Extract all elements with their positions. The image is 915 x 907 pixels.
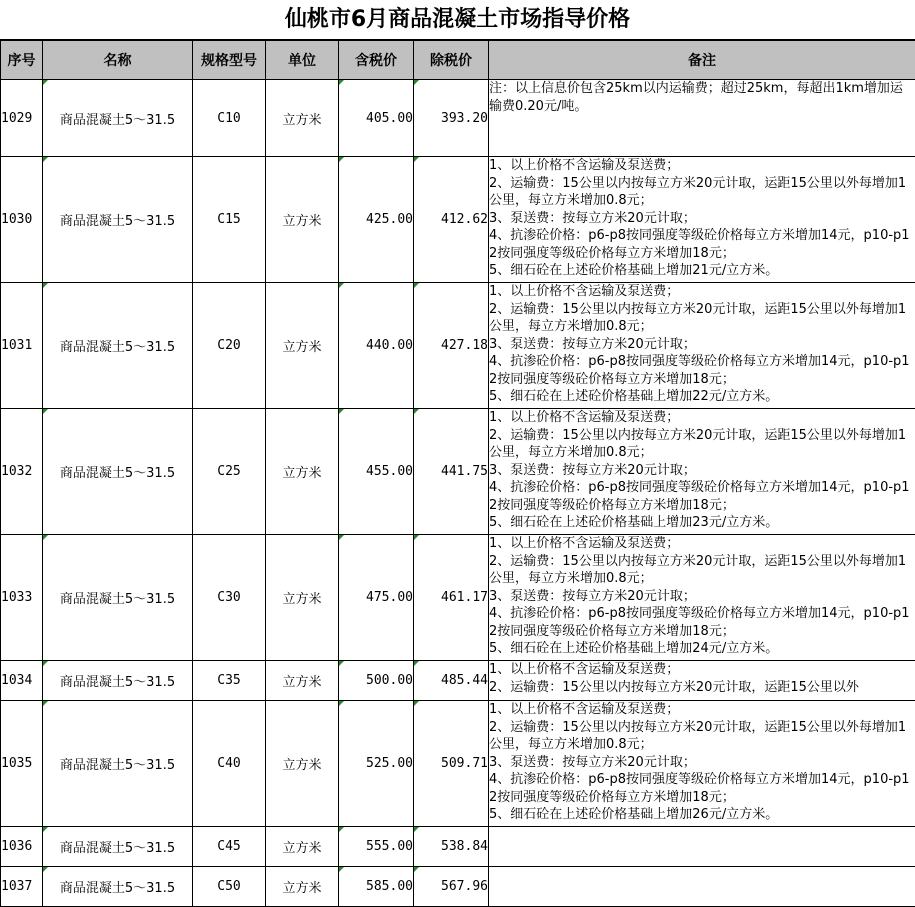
cell-spec[interactable] xyxy=(193,535,266,661)
cell-comment-marker xyxy=(43,701,48,706)
cell-name[interactable] xyxy=(43,701,193,827)
cell-unit[interactable] xyxy=(266,827,339,867)
cell-name[interactable] xyxy=(43,157,193,283)
cell-name[interactable] xyxy=(43,827,193,867)
cell-comment-marker xyxy=(414,827,419,832)
cell-name-text: 商品混凝土5～31.5 xyxy=(60,214,175,229)
cell-price-tax-text: 525.00 xyxy=(366,756,413,771)
note-line: 3、泵送费：按每立方米20元计取； xyxy=(489,462,915,480)
cell-price-tax[interactable] xyxy=(339,827,414,867)
cell-name[interactable] xyxy=(43,409,193,535)
note-line: 4、抗渗砼价格：p6-p8按同强度等级砼价格每立方米增加14元，p10-p12按同强度等级砼价格每立方米增加18元； xyxy=(489,771,915,806)
note-line: 2、运输费：15公里以内按每立方米20元计取，运距15公里以外每增加1公里，每立方米增加0.8元； xyxy=(489,719,915,754)
cell-price-tax[interactable] xyxy=(339,283,414,409)
cell-comment-marker xyxy=(43,157,48,162)
cell-comment-marker xyxy=(43,409,48,414)
cell-name-text: 商品混凝土5～31.5 xyxy=(60,466,175,481)
col-header-spec[interactable]: 规格型号 xyxy=(193,41,266,80)
note-line: 5、细石砼在上述砼价格基础上增加26元/立方米。 xyxy=(489,806,915,824)
cell-comment-marker xyxy=(414,867,419,872)
cell-spec[interactable] xyxy=(193,827,266,867)
cell-comment-marker xyxy=(339,701,344,706)
note-line: 2、运输费：15公里以内按每立方米20元计取，运距15公里以外每增加1公里，每立方米增加0.8元； xyxy=(489,175,915,210)
table-row xyxy=(1,535,915,661)
cell-comment-marker xyxy=(43,535,48,540)
cell-unit-text: 立方米 xyxy=(282,592,321,607)
note-lines xyxy=(489,80,915,115)
cell-spec[interactable] xyxy=(193,80,266,157)
table-row xyxy=(1,409,915,535)
cell-comment-marker xyxy=(414,661,419,666)
cell-comment-marker xyxy=(339,867,344,872)
cell-name-text: 商品混凝土5～31.5 xyxy=(60,113,175,128)
cell-unit[interactable] xyxy=(266,701,339,827)
price-table xyxy=(0,40,915,907)
cell-seq[interactable] xyxy=(1,867,43,907)
table-row xyxy=(1,867,915,907)
cell-seq[interactable] xyxy=(1,827,43,867)
cell-seq[interactable] xyxy=(1,283,43,409)
cell-comment-marker xyxy=(339,409,344,414)
note-lines xyxy=(489,409,915,532)
cell-name[interactable] xyxy=(43,661,193,701)
cell-unit[interactable] xyxy=(266,867,339,907)
cell-price-tax-text: 455.00 xyxy=(366,464,413,479)
cell-price-notax-text: 538.84 xyxy=(441,839,488,854)
cell-note[interactable] xyxy=(489,701,915,827)
sheet-title: 仙桃市6月商品混凝土市场指导价格 xyxy=(0,0,915,40)
cell-name[interactable] xyxy=(43,80,193,157)
cell-spec[interactable] xyxy=(193,701,266,827)
cell-note[interactable] xyxy=(489,827,915,867)
cell-price-tax-text: 475.00 xyxy=(366,590,413,605)
col-header-price-notax[interactable]: 除税价 xyxy=(414,41,489,80)
cell-comment-marker xyxy=(414,157,419,162)
cell-price-tax[interactable] xyxy=(339,409,414,535)
cell-comment-marker xyxy=(339,283,344,288)
cell-price-tax[interactable] xyxy=(339,535,414,661)
table-row xyxy=(1,827,915,867)
cell-seq-text: 1035 xyxy=(1,756,32,771)
col-header-unit[interactable]: 单位 xyxy=(266,41,339,80)
cell-note[interactable] xyxy=(489,409,915,535)
cell-note[interactable] xyxy=(489,80,915,157)
note-line: 3、泵送费：按每立方米20元计取； xyxy=(489,336,915,354)
cell-name-text: 商品混凝土5～31.5 xyxy=(60,340,175,355)
cell-unit-text: 立方米 xyxy=(282,675,321,690)
cell-price-notax[interactable] xyxy=(414,827,489,867)
note-line: 2、运输费：15公里以内按每立方米20元计取，运距15公里以外 xyxy=(489,679,915,697)
note-line: 1、以上价格不含运输及泵送费； xyxy=(489,283,915,301)
cell-name[interactable] xyxy=(43,867,193,907)
note-line: 2、运输费：15公里以内按每立方米20元计取，运距15公里以外每增加1公里，每立方米增加0.8元； xyxy=(489,301,915,336)
cell-unit-text: 立方米 xyxy=(282,113,321,128)
col-header-note[interactable]: 备注 xyxy=(489,41,915,80)
note-line: 5、细石砼在上述砼价格基础上增加23元/立方米。 xyxy=(489,514,915,532)
cell-spec[interactable] xyxy=(193,867,266,907)
cell-comment-marker xyxy=(414,701,419,706)
cell-spec[interactable] xyxy=(193,283,266,409)
cell-unit-text: 立方米 xyxy=(282,214,321,229)
cell-name-text: 商品混凝土5～31.5 xyxy=(60,881,175,896)
cell-comment-marker xyxy=(339,535,344,540)
col-header-seq[interactable]: 序号 xyxy=(1,41,43,80)
cell-seq[interactable] xyxy=(1,535,43,661)
cell-price-notax-text: 412.62 xyxy=(441,212,488,227)
cell-spec[interactable] xyxy=(193,157,266,283)
cell-unit[interactable] xyxy=(266,157,339,283)
note-lines xyxy=(489,661,915,696)
cell-price-tax[interactable] xyxy=(339,157,414,283)
table-body xyxy=(1,80,915,907)
cell-price-tax-text: 555.00 xyxy=(366,839,413,854)
note-lines xyxy=(489,283,915,406)
note-line: 2、运输费：15公里以内按每立方米20元计取，运距15公里以外每增加1公里，每立方米增加0.8元； xyxy=(489,553,915,588)
cell-comment-marker xyxy=(414,409,419,414)
cell-spec-text: C35 xyxy=(217,673,240,688)
cell-seq[interactable] xyxy=(1,701,43,827)
cell-spec-text: C45 xyxy=(217,839,240,854)
cell-price-notax-text: 485.44 xyxy=(441,673,488,688)
cell-price-notax[interactable] xyxy=(414,535,489,661)
cell-comment-marker xyxy=(339,80,344,85)
note-line: 5、细石砼在上述砼价格基础上增加24元/立方米。 xyxy=(489,640,915,658)
cell-price-tax-text: 425.00 xyxy=(366,212,413,227)
note-line: 3、泵送费：按每立方米20元计取； xyxy=(489,588,915,606)
cell-note[interactable] xyxy=(489,283,915,409)
col-header-name[interactable]: 名称 xyxy=(43,41,193,80)
cell-name-text: 商品混凝土5～31.5 xyxy=(60,592,175,607)
cell-comment-marker xyxy=(43,867,48,872)
note-line: 4、抗渗砼价格：p6-p8按同强度等级砼价格每立方米增加14元，p10-p12按同强度等级砼价格每立方米增加18元； xyxy=(489,353,915,388)
table-row xyxy=(1,283,915,409)
cell-price-tax[interactable] xyxy=(339,867,414,907)
cell-unit[interactable] xyxy=(266,535,339,661)
cell-spec-text: C15 xyxy=(217,212,240,227)
cell-price-notax[interactable] xyxy=(414,409,489,535)
cell-unit[interactable] xyxy=(266,283,339,409)
cell-price-notax[interactable] xyxy=(414,80,489,157)
table-row xyxy=(1,701,915,827)
col-header-price-tax[interactable]: 含税价 xyxy=(339,41,414,80)
note-lines xyxy=(489,701,915,824)
cell-seq-text: 1031 xyxy=(1,338,32,353)
cell-name-text: 商品混凝土5～31.5 xyxy=(60,841,175,856)
cell-comment-marker xyxy=(414,535,419,540)
cell-name-text: 商品混凝土5～31.5 xyxy=(60,758,175,773)
note-line: 5、细石砼在上述砼价格基础上增加22元/立方米。 xyxy=(489,388,915,406)
cell-unit-text: 立方米 xyxy=(282,340,321,355)
cell-unit[interactable] xyxy=(266,409,339,535)
cell-name-text: 商品混凝土5～31.5 xyxy=(60,675,175,690)
header-row xyxy=(1,41,915,80)
cell-name[interactable] xyxy=(43,283,193,409)
note-line: 4、抗渗砼价格：p6-p8按同强度等级砼价格每立方米增加14元，p10-p12按同强度等级砼价格每立方米增加18元； xyxy=(489,605,915,640)
table-row xyxy=(1,80,915,157)
cell-spec-text: C25 xyxy=(217,464,240,479)
cell-seq-text: 1032 xyxy=(1,464,32,479)
cell-comment-marker xyxy=(339,661,344,666)
cell-comment-marker xyxy=(339,157,344,162)
note-lines xyxy=(489,157,915,280)
cell-spec[interactable] xyxy=(193,661,266,701)
cell-seq-text: 1029 xyxy=(1,111,32,126)
cell-seq-text: 1033 xyxy=(1,590,32,605)
cell-price-notax-text: 567.96 xyxy=(441,879,488,894)
cell-price-notax-text: 509.71 xyxy=(441,756,488,771)
cell-seq-text: 1034 xyxy=(1,673,32,688)
note-lines xyxy=(489,535,915,658)
cell-unit-text: 立方米 xyxy=(282,466,321,481)
cell-unit-text: 立方米 xyxy=(282,881,321,896)
cell-price-tax-text: 405.00 xyxy=(366,111,413,126)
cell-comment-marker xyxy=(339,827,344,832)
cell-seq-text: 1037 xyxy=(1,879,32,894)
cell-comment-marker xyxy=(414,80,419,85)
cell-comment-marker xyxy=(43,283,48,288)
note-line: 2、运输费：15公里以内按每立方米20元计取，运距15公里以外每增加1公里，每立方米增加0.8元； xyxy=(489,427,915,462)
cell-spec-text: C40 xyxy=(217,756,240,771)
cell-unit[interactable] xyxy=(266,661,339,701)
note-line: 4、抗渗砼价格：p6-p8按同强度等级砼价格每立方米增加14元，p10-p12按同强度等级砼价格每立方米增加18元； xyxy=(489,479,915,514)
cell-seq-text: 1030 xyxy=(1,212,32,227)
note-line: 4、抗渗砼价格：p6-p8按同强度等级砼价格每立方米增加14元，p10-p12按同强度等级砼价格每立方米增加18元； xyxy=(489,227,915,262)
cell-note[interactable] xyxy=(489,867,915,907)
cell-comment-marker xyxy=(43,661,48,666)
cell-seq[interactable] xyxy=(1,409,43,535)
cell-price-notax[interactable] xyxy=(414,867,489,907)
table-row xyxy=(1,661,915,701)
cell-price-notax[interactable] xyxy=(414,661,489,701)
note-line: 1、以上价格不含运输及泵送费； xyxy=(489,157,915,175)
note-line: 1、以上价格不含运输及泵送费； xyxy=(489,409,915,427)
cell-price-notax-text: 393.20 xyxy=(441,111,488,126)
cell-name[interactable] xyxy=(43,535,193,661)
cell-seq-text: 1036 xyxy=(1,839,32,854)
note-line: 注：以上信息价包含25km以内运输费；超过25km，每超出1km增加运输费0.20元/吨。 xyxy=(489,80,915,115)
cell-spec-text: C50 xyxy=(217,879,240,894)
cell-spec-text: C20 xyxy=(217,338,240,353)
note-line: 3、泵送费：按每立方米20元计取； xyxy=(489,210,915,228)
cell-price-notax-text: 427.18 xyxy=(441,338,488,353)
note-line: 5、细石砼在上述砼价格基础上增加21元/立方米。 xyxy=(489,262,915,280)
cell-price-notax[interactable] xyxy=(414,701,489,827)
note-line: 3、泵送费：按每立方米20元计取； xyxy=(489,754,915,772)
cell-price-tax[interactable] xyxy=(339,80,414,157)
cell-price-tax-text: 440.00 xyxy=(366,338,413,353)
cell-seq[interactable] xyxy=(1,661,43,701)
cell-price-notax[interactable] xyxy=(414,157,489,283)
cell-note[interactable] xyxy=(489,157,915,283)
cell-price-tax[interactable] xyxy=(339,701,414,827)
cell-price-tax-text: 585.00 xyxy=(366,879,413,894)
cell-comment-marker xyxy=(43,80,48,85)
note-line: 1、以上价格不含运输及泵送费； xyxy=(489,535,915,553)
cell-price-notax[interactable] xyxy=(414,283,489,409)
note-line: 1、以上价格不含运输及泵送费； xyxy=(489,701,915,719)
cell-note[interactable] xyxy=(489,661,915,701)
cell-note[interactable] xyxy=(489,535,915,661)
cell-price-tax-text: 500.00 xyxy=(366,673,413,688)
cell-seq[interactable] xyxy=(1,80,43,157)
cell-unit-text: 立方米 xyxy=(282,841,321,856)
cell-spec-text: C30 xyxy=(217,590,240,605)
cell-price-notax-text: 461.17 xyxy=(441,590,488,605)
cell-seq[interactable] xyxy=(1,157,43,283)
cell-comment-marker xyxy=(43,827,48,832)
cell-unit-text: 立方米 xyxy=(282,758,321,773)
cell-spec-text: C10 xyxy=(217,111,240,126)
note-line: 1、以上价格不含运输及泵送费； xyxy=(489,661,915,679)
cell-spec[interactable] xyxy=(193,409,266,535)
cell-price-notax-text: 441.75 xyxy=(441,464,488,479)
table-row xyxy=(1,157,915,283)
cell-price-tax[interactable] xyxy=(339,661,414,701)
cell-comment-marker xyxy=(414,283,419,288)
cell-unit[interactable] xyxy=(266,80,339,157)
